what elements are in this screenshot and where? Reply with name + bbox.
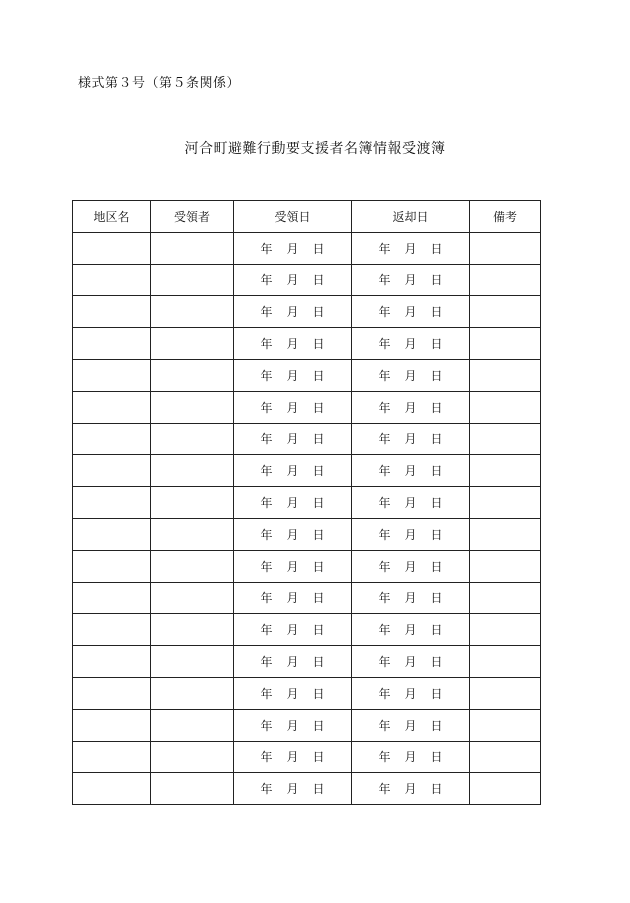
district-cell[interactable] (73, 328, 151, 360)
date-day-label: 日 (312, 241, 325, 256)
date-day-label: 日 (312, 432, 325, 447)
form-number: 様式第３号（第５条関係） (78, 76, 241, 91)
date-day-label: 日 (312, 782, 325, 797)
date-day-label: 日 (430, 496, 443, 511)
date-month-label: 月 (404, 432, 417, 447)
date-day-label: 日 (430, 591, 443, 606)
returned-date-cell[interactable] (352, 232, 470, 264)
remarks-cell[interactable] (470, 582, 541, 614)
date-day-label: 日 (312, 464, 325, 479)
date-month-label: 月 (404, 337, 417, 352)
table-row (73, 614, 541, 646)
recipient-cell[interactable] (151, 550, 234, 582)
date-month-label: 月 (404, 305, 417, 320)
district-cell[interactable] (73, 677, 151, 709)
date-month-label: 月 (286, 400, 299, 415)
recipient-cell[interactable] (151, 741, 234, 773)
date-year-label: 年 (260, 591, 273, 606)
date-month-label: 月 (404, 782, 417, 797)
table-row (73, 487, 541, 519)
remarks-cell[interactable] (470, 232, 541, 264)
received-date-cell[interactable] (234, 741, 352, 773)
returned-date-cell[interactable] (352, 709, 470, 741)
received-date-cell[interactable] (234, 423, 352, 455)
district-cell[interactable] (73, 455, 151, 487)
date-month-label: 月 (286, 623, 299, 638)
date-year-label: 年 (378, 432, 391, 447)
header-returned-date: 返却日 (352, 201, 470, 233)
date-year-label: 年 (378, 559, 391, 574)
date-day-label: 日 (430, 400, 443, 415)
date-year-label: 年 (378, 655, 391, 670)
returned-date-cell[interactable] (352, 582, 470, 614)
date-month-label: 月 (286, 655, 299, 670)
date-month-label: 月 (286, 241, 299, 256)
date-month-label: 月 (404, 496, 417, 511)
recipient-cell[interactable] (151, 582, 234, 614)
received-date-cell[interactable] (234, 455, 352, 487)
ledger-table (72, 200, 541, 805)
date-month-label: 月 (286, 273, 299, 288)
date-day-label: 日 (430, 368, 443, 383)
date-year-label: 年 (378, 273, 391, 288)
date-year-label: 年 (260, 559, 273, 574)
district-cell[interactable] (73, 296, 151, 328)
recipient-cell[interactable] (151, 455, 234, 487)
date-year-label: 年 (260, 718, 273, 733)
date-day-label: 日 (430, 305, 443, 320)
date-year-label: 年 (260, 305, 273, 320)
remarks-cell[interactable] (470, 773, 541, 805)
date-day-label: 日 (430, 623, 443, 638)
received-date-cell[interactable] (234, 391, 352, 423)
date-month-label: 月 (286, 496, 299, 511)
remarks-cell[interactable] (470, 455, 541, 487)
date-day-label: 日 (430, 337, 443, 352)
district-cell[interactable] (73, 614, 151, 646)
recipient-cell[interactable] (151, 487, 234, 519)
table-row (73, 518, 541, 550)
date-month-label: 月 (286, 305, 299, 320)
date-year-label: 年 (378, 623, 391, 638)
header-received-date: 受領日 (234, 201, 352, 233)
recipient-cell[interactable] (151, 391, 234, 423)
table-row (73, 232, 541, 264)
date-day-label: 日 (430, 718, 443, 733)
returned-date-cell[interactable] (352, 328, 470, 360)
received-date-cell[interactable] (234, 677, 352, 709)
recipient-cell[interactable] (151, 359, 234, 391)
date-day-label: 日 (430, 273, 443, 288)
table-row (73, 677, 541, 709)
date-year-label: 年 (260, 750, 273, 765)
date-year-label: 年 (378, 305, 391, 320)
received-date-cell[interactable] (234, 518, 352, 550)
table-row (73, 296, 541, 328)
date-month-label: 月 (286, 432, 299, 447)
date-day-label: 日 (430, 559, 443, 574)
date-month-label: 月 (286, 782, 299, 797)
district-cell[interactable] (73, 487, 151, 519)
received-date-cell[interactable] (234, 487, 352, 519)
remarks-cell[interactable] (470, 550, 541, 582)
table-row (73, 391, 541, 423)
recipient-cell[interactable] (151, 614, 234, 646)
remarks-cell[interactable] (470, 709, 541, 741)
date-year-label: 年 (260, 527, 273, 542)
district-cell[interactable] (73, 741, 151, 773)
date-day-label: 日 (312, 400, 325, 415)
header-remarks: 備考 (470, 201, 541, 233)
recipient-cell[interactable] (151, 328, 234, 360)
district-cell[interactable] (73, 518, 151, 550)
table-row (73, 423, 541, 455)
date-year-label: 年 (260, 686, 273, 701)
table-row (73, 264, 541, 296)
date-day-label: 日 (312, 305, 325, 320)
date-year-label: 年 (260, 464, 273, 479)
date-year-label: 年 (378, 750, 391, 765)
returned-date-cell[interactable] (352, 487, 470, 519)
remarks-cell[interactable] (470, 677, 541, 709)
table-row (73, 709, 541, 741)
remarks-cell[interactable] (470, 518, 541, 550)
date-year-label: 年 (260, 241, 273, 256)
date-day-label: 日 (312, 686, 325, 701)
date-year-label: 年 (260, 496, 273, 511)
date-month-label: 月 (404, 368, 417, 383)
date-year-label: 年 (260, 273, 273, 288)
date-year-label: 年 (378, 337, 391, 352)
date-month-label: 月 (286, 464, 299, 479)
document-title: 河合町避難行動要支援者名簿情報受渡簿 (184, 141, 446, 157)
returned-date-cell[interactable] (352, 455, 470, 487)
date-day-label: 日 (312, 750, 325, 765)
date-month-label: 月 (404, 464, 417, 479)
district-cell[interactable] (73, 264, 151, 296)
returned-date-cell[interactable] (352, 646, 470, 678)
received-date-cell[interactable] (234, 359, 352, 391)
date-month-label: 月 (404, 655, 417, 670)
district-cell[interactable] (73, 773, 151, 805)
recipient-cell[interactable] (151, 646, 234, 678)
table-row (73, 328, 541, 360)
date-day-label: 日 (430, 655, 443, 670)
remarks-cell[interactable] (470, 391, 541, 423)
date-month-label: 月 (286, 337, 299, 352)
remarks-cell[interactable] (470, 614, 541, 646)
remarks-cell[interactable] (470, 264, 541, 296)
table-row (73, 455, 541, 487)
header-district: 地区名 (73, 201, 151, 233)
date-month-label: 月 (286, 559, 299, 574)
district-cell[interactable] (73, 423, 151, 455)
date-year-label: 年 (260, 368, 273, 383)
date-day-label: 日 (430, 432, 443, 447)
date-day-label: 日 (312, 559, 325, 574)
received-date-cell[interactable] (234, 646, 352, 678)
returned-date-cell[interactable] (352, 359, 470, 391)
date-month-label: 月 (404, 750, 417, 765)
received-date-cell[interactable] (234, 550, 352, 582)
date-day-label: 日 (430, 750, 443, 765)
returned-date-cell[interactable] (352, 614, 470, 646)
returned-date-cell[interactable] (352, 423, 470, 455)
date-month-label: 月 (404, 623, 417, 638)
received-date-cell[interactable] (234, 614, 352, 646)
date-day-label: 日 (430, 686, 443, 701)
date-day-label: 日 (312, 591, 325, 606)
date-year-label: 年 (260, 400, 273, 415)
table-row (73, 582, 541, 614)
date-year-label: 年 (260, 337, 273, 352)
remarks-cell[interactable] (470, 487, 541, 519)
date-year-label: 年 (378, 464, 391, 479)
date-year-label: 年 (260, 623, 273, 638)
recipient-cell[interactable] (151, 296, 234, 328)
table-row (73, 359, 541, 391)
date-month-label: 月 (286, 718, 299, 733)
returned-date-cell[interactable] (352, 518, 470, 550)
date-year-label: 年 (260, 655, 273, 670)
returned-date-cell[interactable] (352, 391, 470, 423)
recipient-cell[interactable] (151, 773, 234, 805)
date-day-label: 日 (312, 655, 325, 670)
date-day-label: 日 (312, 273, 325, 288)
received-date-cell[interactable] (234, 328, 352, 360)
date-day-label: 日 (430, 782, 443, 797)
date-month-label: 月 (404, 718, 417, 733)
remarks-cell[interactable] (470, 328, 541, 360)
ledger-body (73, 232, 541, 804)
recipient-cell[interactable] (151, 677, 234, 709)
date-year-label: 年 (260, 432, 273, 447)
district-cell[interactable] (73, 582, 151, 614)
date-month-label: 月 (404, 591, 417, 606)
header-row (73, 201, 541, 233)
date-month-label: 月 (404, 559, 417, 574)
date-year-label: 年 (260, 782, 273, 797)
district-cell[interactable] (73, 391, 151, 423)
recipient-cell[interactable] (151, 709, 234, 741)
header-recipient: 受領者 (151, 201, 234, 233)
remarks-cell[interactable] (470, 296, 541, 328)
recipient-cell[interactable] (151, 232, 234, 264)
recipient-cell[interactable] (151, 423, 234, 455)
district-cell[interactable] (73, 646, 151, 678)
date-month-label: 月 (286, 591, 299, 606)
recipient-cell[interactable] (151, 264, 234, 296)
received-date-cell[interactable] (234, 232, 352, 264)
date-day-label: 日 (430, 527, 443, 542)
date-month-label: 月 (286, 750, 299, 765)
date-day-label: 日 (312, 368, 325, 383)
date-month-label: 月 (286, 686, 299, 701)
date-day-label: 日 (312, 337, 325, 352)
date-day-label: 日 (312, 527, 325, 542)
date-year-label: 年 (378, 368, 391, 383)
returned-date-cell[interactable] (352, 264, 470, 296)
remarks-cell[interactable] (470, 741, 541, 773)
date-year-label: 年 (378, 241, 391, 256)
received-date-cell[interactable] (234, 773, 352, 805)
remarks-cell[interactable] (470, 646, 541, 678)
received-date-cell[interactable] (234, 296, 352, 328)
date-month-label: 月 (404, 686, 417, 701)
date-day-label: 日 (312, 496, 325, 511)
table-row (73, 646, 541, 678)
date-year-label: 年 (378, 527, 391, 542)
table-row (73, 773, 541, 805)
remarks-cell[interactable] (470, 423, 541, 455)
district-cell[interactable] (73, 709, 151, 741)
district-cell[interactable] (73, 550, 151, 582)
remarks-cell[interactable] (470, 359, 541, 391)
received-date-cell[interactable] (234, 582, 352, 614)
date-month-label: 月 (404, 241, 417, 256)
date-day-label: 日 (312, 623, 325, 638)
table-row (73, 741, 541, 773)
district-cell[interactable] (73, 232, 151, 264)
date-year-label: 年 (378, 718, 391, 733)
date-day-label: 日 (430, 464, 443, 479)
date-year-label: 年 (378, 496, 391, 511)
table-row (73, 550, 541, 582)
date-month-label: 月 (286, 368, 299, 383)
date-month-label: 月 (404, 400, 417, 415)
date-month-label: 月 (404, 527, 417, 542)
returned-date-cell[interactable] (352, 773, 470, 805)
received-date-cell[interactable] (234, 264, 352, 296)
date-year-label: 年 (378, 400, 391, 415)
returned-date-cell[interactable] (352, 677, 470, 709)
date-year-label: 年 (378, 686, 391, 701)
returned-date-cell[interactable] (352, 550, 470, 582)
date-day-label: 日 (430, 241, 443, 256)
received-date-cell[interactable] (234, 709, 352, 741)
date-year-label: 年 (378, 782, 391, 797)
date-day-label: 日 (312, 718, 325, 733)
date-month-label: 月 (286, 527, 299, 542)
returned-date-cell[interactable] (352, 741, 470, 773)
recipient-cell[interactable] (151, 518, 234, 550)
district-cell[interactable] (73, 359, 151, 391)
date-month-label: 月 (404, 273, 417, 288)
date-year-label: 年 (378, 591, 391, 606)
returned-date-cell[interactable] (352, 296, 470, 328)
